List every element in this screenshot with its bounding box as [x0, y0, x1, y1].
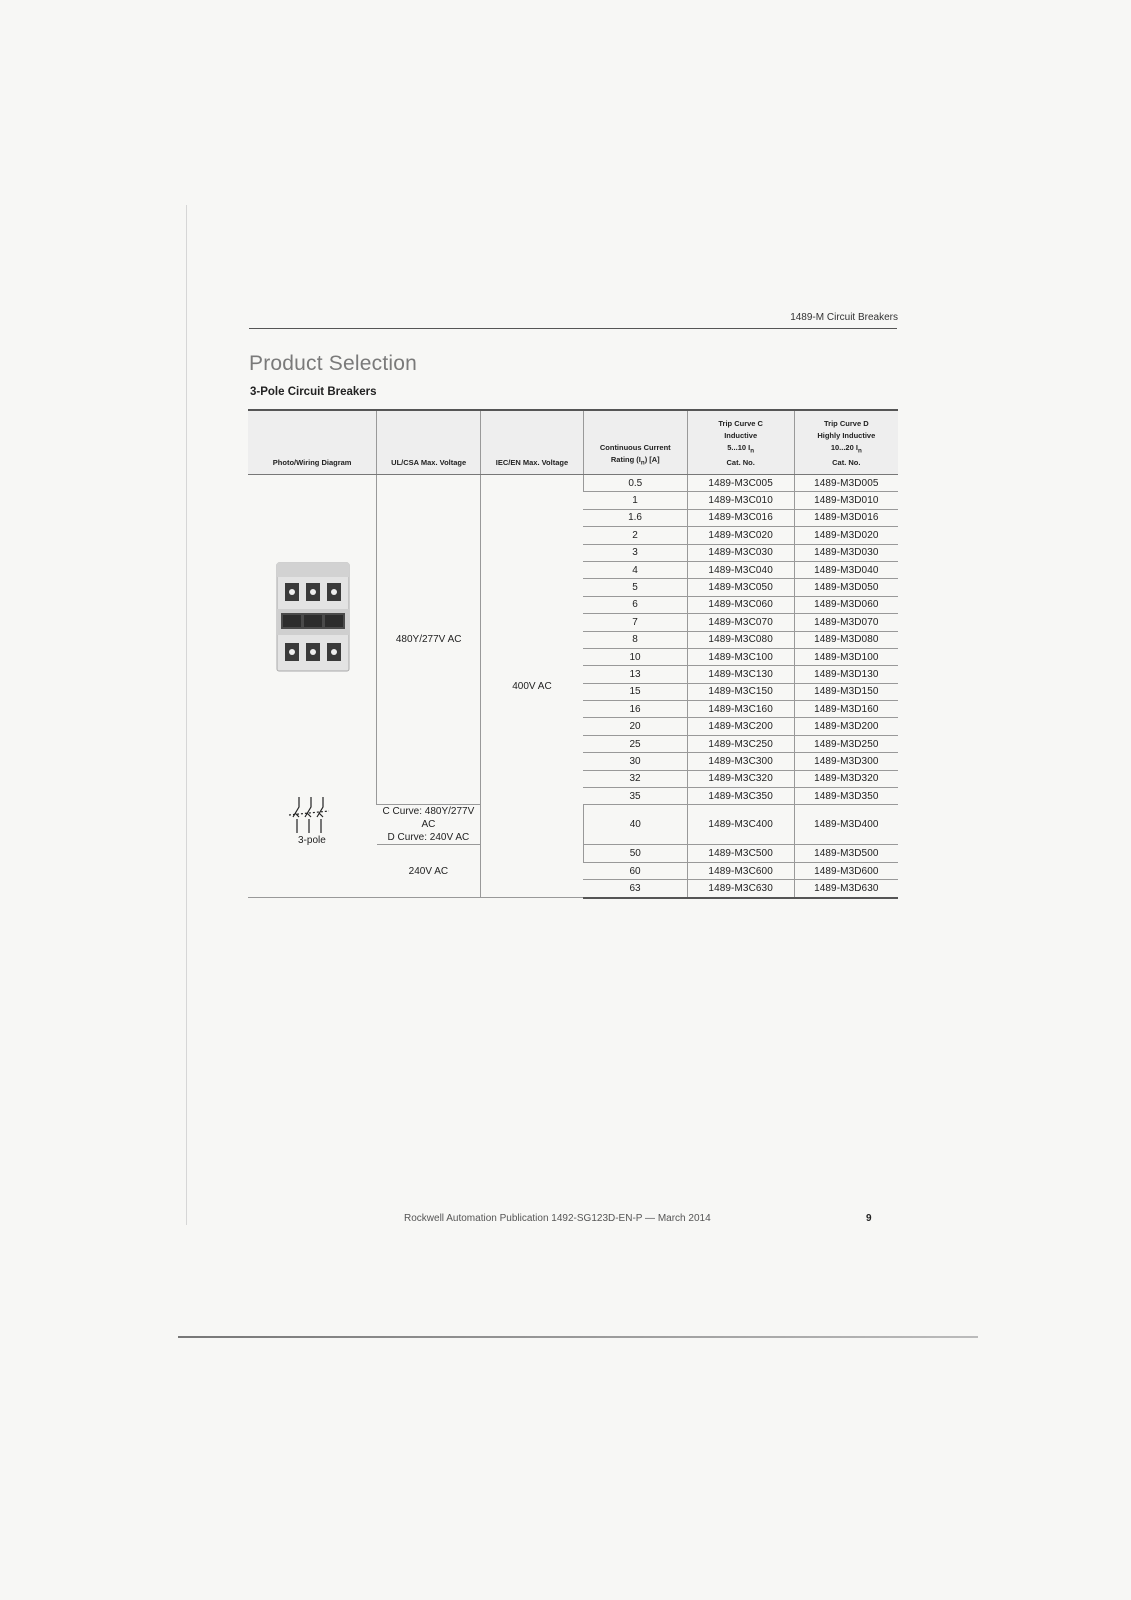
product-selection-table: [248, 409, 898, 899]
cat-no-c-cell: 1489-M3C500: [687, 845, 794, 862]
cat-no-c-cell: 1489-M3C070: [687, 614, 794, 631]
cat-no-c-cell: 1489-M3C320: [687, 770, 794, 787]
cat-no-d-cell: 1489-M3D320: [794, 770, 898, 787]
ul-voltage-240-cell: 240V AC: [377, 845, 481, 898]
header-continuous-current: Continuous Current Rating $(I_n)$ [A]: [583, 410, 687, 475]
current-rating-cell: 6: [583, 596, 687, 613]
cat-no-d-cell: 1489-M3D150: [794, 683, 898, 700]
cat-no-c-cell: 1489-M3C250: [687, 735, 794, 752]
cat-no-c-cell: 1489-M3C350: [687, 788, 794, 805]
cat-no-d-cell: 1489-M3D005: [794, 475, 898, 492]
cat-no-d-cell: 1489-M3D050: [794, 579, 898, 596]
cat-no-d-cell: 1489-M3D160: [794, 701, 898, 718]
cat-no-d-cell: 1489-M3D250: [794, 735, 898, 752]
cat-no-c-cell: 1489-M3C020: [687, 527, 794, 544]
cat-no-c-cell: 1489-M3C040: [687, 561, 794, 578]
header-iec-en-voltage: IEC/EN Max. Voltage: [481, 410, 584, 475]
cat-no-d-cell: 1489-M3D130: [794, 666, 898, 683]
ul-voltage-cell: 480Y/277V AC: [377, 475, 481, 805]
cat-no-c-cell: 1489-M3C150: [687, 683, 794, 700]
current-rating-cell: 7: [583, 614, 687, 631]
cat-no-d-cell: 1489-M3D100: [794, 648, 898, 665]
footer-publication: Rockwell Automation Publication 1492-SG123D-EN-P — March 2014: [404, 1213, 711, 1224]
current-rating-cell: 16: [583, 701, 687, 718]
current-rating-cell: 8: [583, 631, 687, 648]
current-rating-cell: 20: [583, 718, 687, 735]
cat-no-c-cell: 1489-M3C130: [687, 666, 794, 683]
current-rating-cell: 15: [583, 683, 687, 700]
current-rating-cell: 30: [583, 753, 687, 770]
cat-no-c-cell: 1489-M3C080: [687, 631, 794, 648]
cat-no-c-cell: 1489-M3C400: [687, 805, 794, 845]
current-rating-cell: 3: [583, 544, 687, 561]
cat-no-c-cell: 1489-M3C005: [687, 475, 794, 492]
page-number: 9: [866, 1213, 872, 1224]
cat-no-d-cell: 1489-M3D010: [794, 492, 898, 509]
cat-no-c-cell: 1489-M3C600: [687, 862, 794, 879]
header-trip-curve-c: Trip Curve C Inductive 5...10 $I_n$ Cat. No.: [687, 410, 794, 475]
current-rating-cell: 13: [583, 666, 687, 683]
cat-no-d-cell: 1489-M3D070: [794, 614, 898, 631]
current-rating-cell: 63: [583, 880, 687, 898]
cat-no-d-cell: 1489-M3D016: [794, 509, 898, 526]
current-rating-cell: 40: [583, 805, 687, 845]
current-rating-cell: 50: [583, 845, 687, 862]
header-ul-csa-voltage: UL/CSA Max. Voltage: [377, 410, 481, 475]
cat-no-c-cell: 1489-M3C010: [687, 492, 794, 509]
cat-no-d-cell: 1489-M3D300: [794, 753, 898, 770]
cat-no-d-cell: 1489-M3D080: [794, 631, 898, 648]
section-subtitle: 3-Pole Circuit Breakers: [250, 386, 377, 398]
cat-no-c-cell: 1489-M3C016: [687, 509, 794, 526]
current-rating-cell: 2: [583, 527, 687, 544]
current-rating-cell: 5: [583, 579, 687, 596]
current-rating-cell: 1: [583, 492, 687, 509]
table-header-row: [248, 410, 898, 475]
cat-no-c-cell: 1489-M3C300: [687, 753, 794, 770]
circuit-breaker-photo: [273, 557, 353, 677]
current-rating-cell: 32: [583, 770, 687, 787]
cat-no-d-cell: 1489-M3D040: [794, 561, 898, 578]
wiring-label: 3-pole: [298, 835, 326, 846]
cat-no-c-cell: 1489-M3C100: [687, 648, 794, 665]
table-row: [248, 475, 898, 492]
iec-voltage-cell: 400V AC: [481, 475, 584, 898]
cat-no-c-cell: 1489-M3C030: [687, 544, 794, 561]
cat-no-c-cell: 1489-M3C160: [687, 701, 794, 718]
header-photo-wiring: Photo/Wiring Diagram: [248, 410, 377, 475]
current-rating-cell: 4: [583, 561, 687, 578]
ul-voltage-note-cell: C Curve: 480Y/277V AC D Curve: 240V AC: [377, 805, 481, 845]
cat-no-c-cell: 1489-M3C630: [687, 880, 794, 898]
cat-no-d-cell: 1489-M3D500: [794, 845, 898, 862]
photo-wiring-cell: [248, 475, 377, 898]
current-rating-cell: 35: [583, 788, 687, 805]
paper-edge-bottom: [178, 1336, 978, 1338]
cat-no-d-cell: 1489-M3D200: [794, 718, 898, 735]
section-title: Product Selection: [249, 352, 417, 375]
cat-no-d-cell: 1489-M3D630: [794, 880, 898, 898]
current-rating-cell: 10: [583, 648, 687, 665]
current-rating-cell: 25: [583, 735, 687, 752]
current-rating-cell: 0.5: [583, 475, 687, 492]
cat-no-d-cell: 1489-M3D030: [794, 544, 898, 561]
header-trip-curve-d: Trip Curve D Highly Inductive 10...20 $I_n$ Cat. No.: [794, 410, 898, 475]
cat-no-d-cell: 1489-M3D600: [794, 862, 898, 879]
cat-no-c-cell: 1489-M3C060: [687, 596, 794, 613]
current-rating-cell: 1.6: [583, 509, 687, 526]
cat-no-d-cell: 1489-M3D350: [794, 788, 898, 805]
running-header: 1489-M Circuit Breakers: [790, 312, 898, 323]
paper-edge: [186, 205, 187, 1225]
cat-no-c-cell: 1489-M3C200: [687, 718, 794, 735]
cat-no-d-cell: 1489-M3D020: [794, 527, 898, 544]
current-rating-cell: 60: [583, 862, 687, 879]
cat-no-c-cell: 1489-M3C050: [687, 579, 794, 596]
cat-no-d-cell: 1489-M3D060: [794, 596, 898, 613]
cat-no-d-cell: 1489-M3D400: [794, 805, 898, 845]
header-rule: [249, 328, 897, 329]
